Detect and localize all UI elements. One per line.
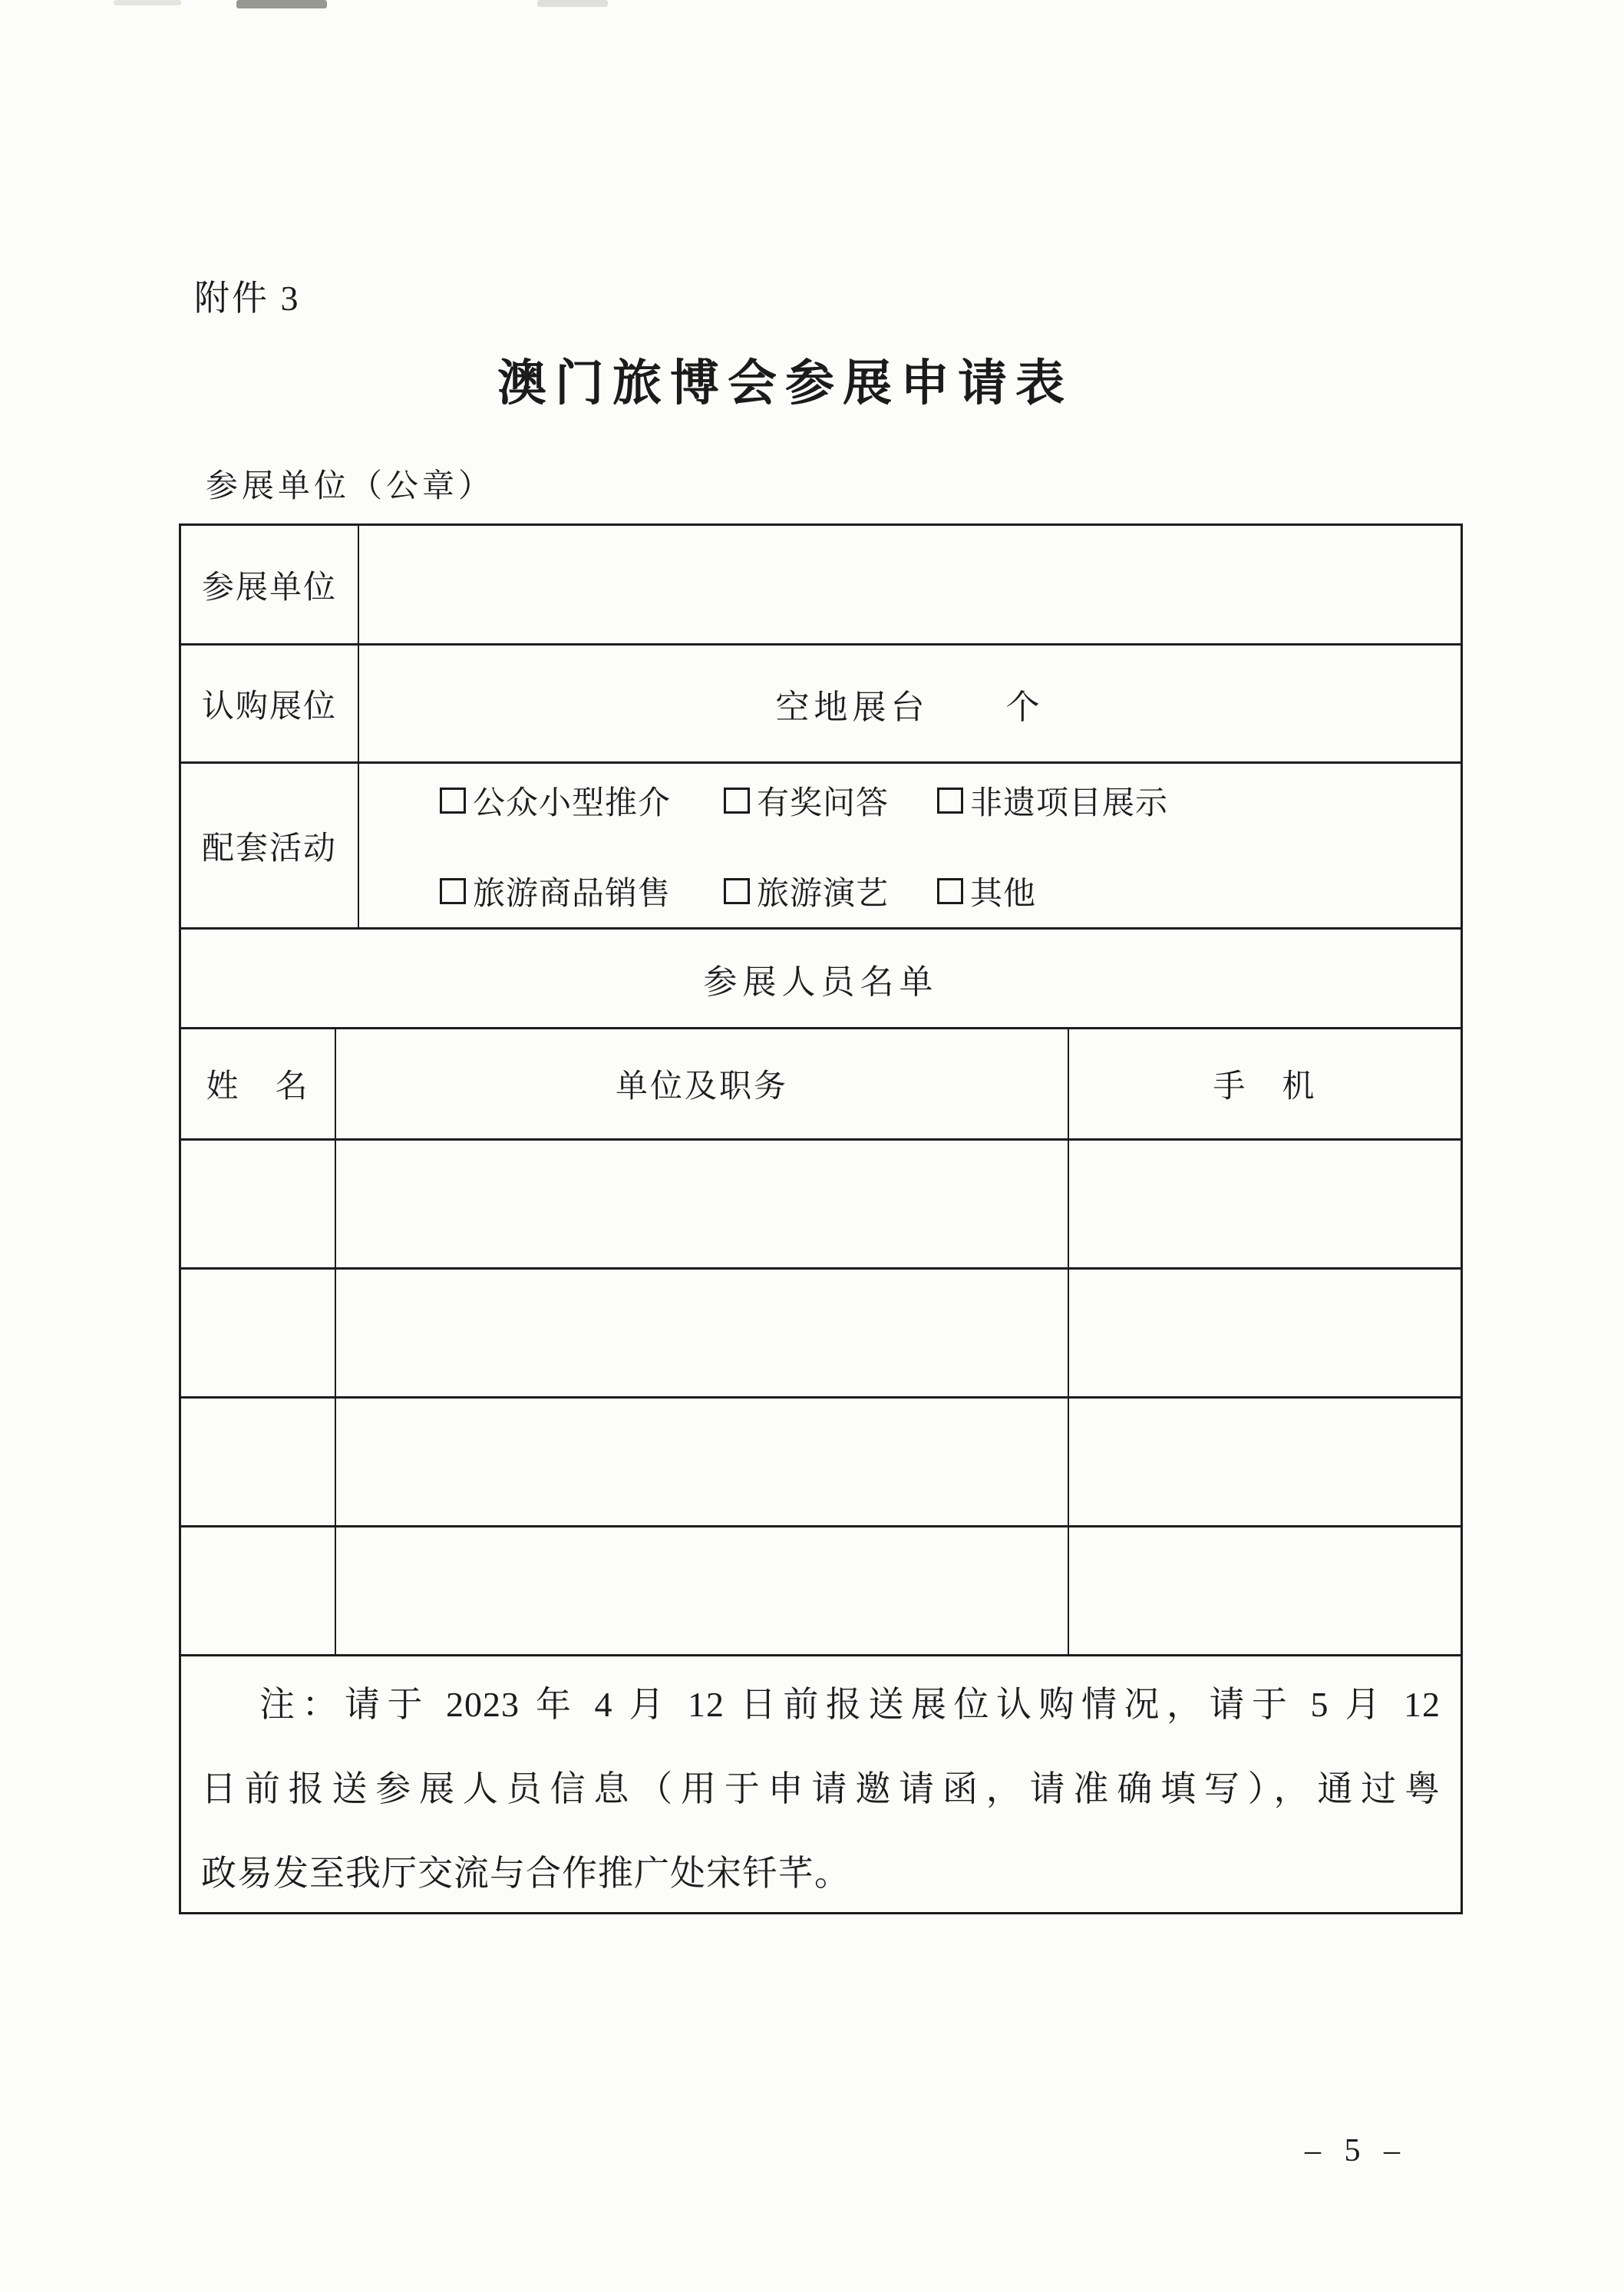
row-personnel-section xyxy=(181,927,1461,1027)
row-activities xyxy=(181,761,1461,927)
personnel-row xyxy=(181,1525,1461,1654)
personnel-cell-name[interactable] xyxy=(181,1141,335,1267)
personnel-cell-mobile[interactable] xyxy=(1068,1527,1461,1654)
checkbox-icon[interactable] xyxy=(440,878,466,904)
personnel-section-title: 参展人员名单 xyxy=(703,963,939,1001)
note-text xyxy=(181,1656,1461,1912)
checkbox-option-quiz[interactable] xyxy=(724,778,937,824)
activities-line-2 xyxy=(440,868,1461,914)
personnel-cell-mobile[interactable] xyxy=(1068,1270,1461,1396)
checkbox-icon[interactable] xyxy=(937,878,963,904)
note-line-2: 日前报送参展人员信息（用于申请邀请函，请准确填写），通过粤 xyxy=(201,1769,1441,1808)
checkbox-option-goods-sale[interactable] xyxy=(440,868,724,914)
checkbox-option-public-promo[interactable] xyxy=(440,778,724,824)
exhibitor-label: 参展单位 xyxy=(201,570,337,606)
checkbox-option-heritage-show[interactable] xyxy=(937,778,1168,824)
checkbox-label: 其他 xyxy=(970,876,1037,912)
note-line-1: 注：请于 2023 年 4 月 12 日前报送展位认购情况，请于 5 月 12 xyxy=(259,1685,1441,1724)
scan-artifact xyxy=(537,0,608,7)
personnel-cell-name[interactable] xyxy=(181,1399,335,1525)
page-number: – 5 – xyxy=(1305,2133,1408,2168)
header-mobile: 手 机 xyxy=(1068,1029,1461,1138)
personnel-cell-name[interactable] xyxy=(181,1270,335,1396)
personnel-row xyxy=(181,1396,1461,1525)
checkbox-icon[interactable] xyxy=(724,788,750,814)
personnel-cell-mobile[interactable] xyxy=(1068,1399,1461,1525)
header-unit-position: 单位及职务 xyxy=(335,1029,1068,1138)
personnel-cell-unit[interactable] xyxy=(335,1399,1068,1525)
checkbox-option-performance[interactable] xyxy=(724,868,937,914)
exhibitor-field[interactable] xyxy=(358,526,1461,643)
attachment-label: 附件 3 xyxy=(194,279,301,318)
application-form-table xyxy=(179,523,1463,1914)
row-booth xyxy=(181,643,1461,761)
personnel-cell-name[interactable] xyxy=(181,1527,335,1654)
row-note xyxy=(181,1654,1461,1912)
row-personnel-headers xyxy=(181,1027,1461,1138)
checkbox-label: 非遗项目展示 xyxy=(970,785,1169,821)
checkbox-label: 有奖问答 xyxy=(757,785,890,821)
scan-artifact xyxy=(236,0,327,8)
activities-line-1 xyxy=(440,778,1461,824)
row-exhibitor xyxy=(181,526,1461,643)
checkbox-option-other[interactable] xyxy=(937,868,1036,914)
scan-artifact xyxy=(114,0,181,5)
personnel-cell-mobile[interactable] xyxy=(1068,1141,1461,1267)
checkbox-icon[interactable] xyxy=(937,788,963,814)
header-name: 姓 名 xyxy=(206,1069,310,1105)
personnel-cell-unit[interactable] xyxy=(335,1270,1068,1396)
activities-label: 配套活动 xyxy=(201,831,337,867)
booth-field[interactable]: 空地展台 个 xyxy=(358,646,1461,761)
checkbox-icon[interactable] xyxy=(724,878,750,904)
page-title: 澳门旅博会参展申请表 xyxy=(497,356,1073,411)
checkbox-label: 旅游商品销售 xyxy=(473,876,672,912)
personnel-cell-unit[interactable] xyxy=(335,1527,1068,1654)
personnel-row xyxy=(181,1267,1461,1396)
personnel-cell-unit[interactable] xyxy=(335,1141,1068,1267)
checkbox-icon[interactable] xyxy=(440,788,466,814)
booth-label: 认购展位 xyxy=(201,689,337,725)
personnel-row xyxy=(181,1138,1461,1267)
note-line-3: 政易发至我厅交流与合作推广处宋钎芊。 xyxy=(201,1854,850,1893)
activities-options xyxy=(358,764,1461,927)
checkbox-label: 公众小型推介 xyxy=(473,785,672,821)
checkbox-label: 旅游演艺 xyxy=(757,876,890,912)
seal-label: 参展单位（公章） xyxy=(206,469,495,504)
